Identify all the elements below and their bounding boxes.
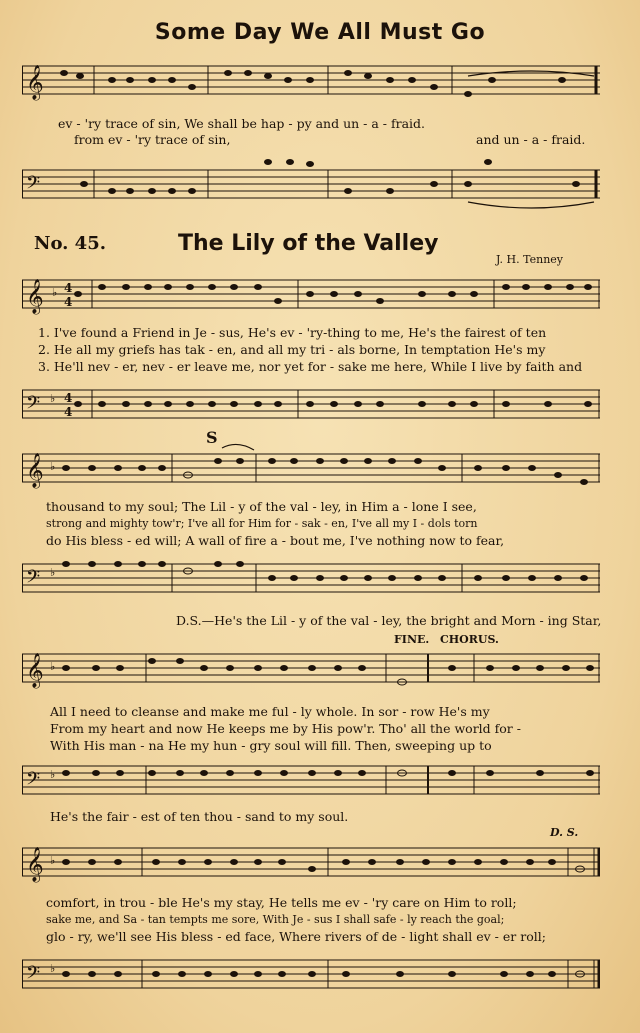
system-4-treble xyxy=(22,838,600,894)
segno-mark: S xyxy=(206,428,218,447)
s3-verse-3: With His man - na He my hun - gry soul will fill. Then, sweeping up to xyxy=(50,738,492,753)
hymn-title-some-day: Some Day We All Must Go xyxy=(154,20,486,45)
composer-credit: J. H. Tenney xyxy=(496,253,564,266)
svg-text:𝄞: 𝄞 xyxy=(26,847,44,882)
system-3-bass xyxy=(22,752,600,808)
svg-text:4: 4 xyxy=(64,281,73,295)
svg-text:𝄢: 𝄢 xyxy=(26,173,41,198)
staff-a-bass-notation xyxy=(22,152,600,218)
system-1-bass xyxy=(22,374,600,430)
system-1-bass-notation xyxy=(22,374,600,430)
system-3-treble xyxy=(22,644,600,700)
svg-text:♭: ♭ xyxy=(50,854,56,867)
system-2-bass-notation xyxy=(22,550,600,606)
s1-verse-3: 3. He'll nev - er, nev - er leave me, nor yet for - sake me here, While I live by faith and xyxy=(38,359,583,374)
s4-verse-1: comfort, in trou - ble He's my stay, He tells me ev - 'ry care on Him to roll; xyxy=(46,895,517,910)
system-4-bass-notation xyxy=(22,944,600,1004)
system-3-treble-notation xyxy=(22,644,600,700)
staff-a-bass xyxy=(22,152,600,218)
svg-text:𝄢: 𝄢 xyxy=(26,963,41,988)
svg-text:♭: ♭ xyxy=(50,460,56,473)
s2-verse-2: strong and mighty tow'r; I've all for Him for - sak - en, I've all my I - dols torn xyxy=(46,517,478,530)
s1-verse-1: 1. I've found a Friend in Je - sus, He's ev - 'ry-thing to me, He's the fairest of ten xyxy=(38,325,547,340)
svg-text:♭: ♭ xyxy=(50,768,56,781)
s3-verse-2: From my heart and now He keeps me by His pow'r. Tho' all the world for - xyxy=(50,721,521,736)
s4-verse-3: glo - ry, we'll see His bless - ed face, Where rivers of de - light shall ev - er roll; xyxy=(46,929,546,944)
system-2-treble xyxy=(22,440,600,496)
system-2-bass xyxy=(22,550,600,606)
svg-text:♭: ♭ xyxy=(50,566,56,579)
system-1-treble-notation xyxy=(22,268,600,324)
refrain-lyric: He's the fair - est of ten thou - sand to my soul. xyxy=(50,809,349,824)
hymn-a-lyric-1: ev - 'ry trace of sin, We shall be hap - py and un - a - fraid. xyxy=(58,116,426,131)
system-4-bass xyxy=(22,944,600,1004)
svg-text:♭: ♭ xyxy=(50,392,56,405)
s2-verse-1: thousand to my soul; The Lil - y of the val - ley, in Him a - lone I see, xyxy=(46,499,477,514)
system-3-bass-notation xyxy=(22,752,600,808)
svg-text:𝄢: 𝄢 xyxy=(26,769,41,794)
hymn-a-lyric-2b: and un - a - fraid. xyxy=(476,132,586,147)
staff-a-treble-notation xyxy=(22,58,600,118)
s2-verse-3: do His bless - ed will; A wall of fire a - bout me, I've nothing now to fear, xyxy=(46,533,505,548)
svg-text:𝄞: 𝄞 xyxy=(26,279,44,314)
hymn-number: No. 45. xyxy=(34,233,106,254)
svg-text:♭: ♭ xyxy=(50,660,56,673)
fine-mark: FINE. xyxy=(394,633,430,646)
svg-text:𝄞: 𝄞 xyxy=(26,453,44,488)
system-4-treble-notation xyxy=(22,838,600,894)
chorus-mark: CHORUS. xyxy=(440,633,499,646)
hymn-a-lyric-2a: from ev - 'ry trace of sin, xyxy=(74,132,231,147)
svg-text:4: 4 xyxy=(64,405,73,419)
s1-verse-2: 2. He all my griefs has tak - en, and all my tri - als borne, In temptation He's my xyxy=(38,342,546,357)
svg-text:𝄢: 𝄢 xyxy=(26,393,41,418)
staff-a-treble xyxy=(22,58,600,118)
svg-text:𝄞: 𝄞 xyxy=(26,65,44,100)
s4-verse-2: sake me, and Sa - tan tempts me sore, With Je - sus I shall safe - ly reach the goal; xyxy=(46,913,505,926)
svg-text:𝄢: 𝄢 xyxy=(26,567,41,592)
s3-verse-1: All I need to cleanse and make me ful - ly whole. In sor - row He's my xyxy=(50,704,490,719)
ds-lyric-line: D.S.—He's the Lil - y of the val - ley, the bright and Morn - ing Star, xyxy=(176,613,602,628)
svg-text:♭: ♭ xyxy=(50,962,56,975)
svg-text:♭: ♭ xyxy=(52,286,58,299)
system-1-treble xyxy=(22,268,600,324)
svg-text:4: 4 xyxy=(64,295,73,309)
system-2-treble-notation xyxy=(22,440,600,496)
ds-mark: D. S. xyxy=(550,826,579,839)
svg-text:4: 4 xyxy=(64,391,73,405)
hymn-title-lily: The Lily of the Valley xyxy=(178,231,439,256)
svg-text:𝄞: 𝄞 xyxy=(26,653,44,688)
